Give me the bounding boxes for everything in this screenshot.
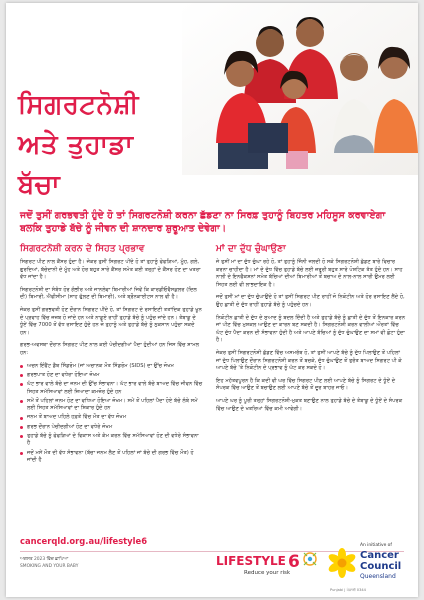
title-line-1: ਸਿਗਰਟਨੋਸ਼ੀ: [18, 90, 139, 120]
list-item: ਤੁਹਾਡੇ ਬੱਚੇ ਨੂੰ ਫੇਫੜਿਆਂ ਦੇ ਵਿਕਾਸ ਅਤੇ ਕੰਮ ਕਰਨ ਵਿੱਚ ਸਮੱਸਿਆਵਾਂ ਹੋਣ ਦੀ ਵਧੇਰੇ ਸੰਭਾਵਨਾ ਹੈ: [20, 433, 203, 448]
health-paragraph: ਗਰਭ-ਅਵਸਥਾ ਦੌਰਾਨ ਸਿਗਰਟ ਪੀਣ ਨਾਲ ਕਈ ਪੇਚੀਦਗੀਆਂ ਪੈਦਾ ਹੁੰਦੀਆਂ ਹਨ ਜਿਸ ਵਿੱਚ ਸ਼ਾਮਲ ਹਨ:: [20, 342, 200, 356]
title-line-2: ਅਤੇ ਤੁਹਾਡਾ: [18, 130, 134, 160]
list-item: ਸਮੇਂ ਤੋਂ ਪਹਿਲਾਂ ਜਨਮ ਹੋਣ ਦਾ ਵਧਿਆ ਹੋਇਆ ਜੋਖਮ। ਸਮੇਂ ਤੋਂ ਪਹਿਲਾਂ ਪੈਦਾ ਹੋਏ ਬੱਚੇ ਲੰਬੇ ਸਮੇਂ ਲਈ ਸਿਹਤ ਸਮੱਸਿਆਵਾਂ ਦਾ ਸ਼ਿਕਾਰ ਹੁੰਦੇ ਹਨ: [20, 398, 203, 413]
document-page: [6, 3, 418, 597]
cancer-word: Cancer: [360, 550, 399, 561]
list-item: ਗਰਭ ਦੌਰਾਨ ਪੇਚੀਦਗੀਆਂ ਹੋਣ ਦਾ ਵਧੇਰੇ ਜੋਖਮ: [20, 424, 203, 432]
lifestyle-word: LIFESTYLE: [216, 554, 286, 568]
website-link[interactable]: cancerqld.org.au/lifestyle6: [20, 536, 148, 546]
council-word: Council: [360, 561, 402, 572]
intro-text: ਜਦੋਂ ਤੁਸੀਂ ਗਰਭਵਤੀ ਹੁੰਦੇ ਹੋ ਤਾਂ ਸਿਗਰਟਨੋਸ਼ੀ ਕਰਨਾ ਛੱਡਣਾ ਨਾ ਸਿਰਫ਼ ਤੁਹਾਨੂੰ ਬਿਹਤਰ ਮਹਿਸੂਸ ਕਰਵਾਏਗਾ ਬਲਕਿ ਤੁਹਾਡੇ ਬੱਚੇ ਨੂੰ ਜੀਵਨ ਦੀ ਸ਼ਾਨਦਾਰ ਸ਼ੁਰੂਆਤ ਦੇਵੇਗਾ।: [20, 210, 386, 234]
breastfeeding-paragraph: ਇਹ ਮਹੱਤਵਪੂਰਨ ਹੈ ਕਿ ਕਦੀ ਵੀ ਘਰ ਵਿੱਚ ਸਿਗਰਟ ਪੀਣ ਲਈ ਆਪਣੇ ਬੱਚੇ ਨੂੰ ਸਿਗਰਟ ਦੇ ਧੂੰਏਂ ਦੇ ਸੰਪਰਕ ਵਿੱਚ ਆਉਣ ਤੋਂ ਬਚਾਉਣ ਲਈ ਆਪਣੇ ਬੱਚੇ ਤੋਂ ਦੂਰ ਬਾਹਰ ਜਾਓ।: [216, 377, 396, 392]
breastfeeding-paragraph: ਜਦੋਂ ਤੁਸੀਂ ਮਾਂ ਦਾ ਦੁੱਧ ਚੁੰਘਾਉਂਦੇ ਹੋ ਤਾਂ ਤੁਸੀਂ ਸਿਗਰਟ ਪੀਣ ਰਾਹੀਂ ਜੋ ਨਿਕੋਟੀਨ ਅਤੇ ਹੋਰ ਰਸਾਇਣ ਲੈਂਦੇ ਹੋ, ਉਹ ਛਾਤੀ ਦੇ ਦੁੱਧ ਰਾਹੀਂ ਤੁਹਾਡੇ ਬੱਚੇ ਨੂੰ ਪਹੁੰਚਦੇ ਹਨ।: [216, 294, 405, 308]
breastfeeding-section: [216, 243, 406, 418]
family-photo: [182, 3, 418, 175]
health-paragraph: ਸਿਗਰਟਨੋਸ਼ੀ ਦਾ ਸੰਬੰਧ ਹੋਰ ਗੰਭੀਰ ਅਤੇ ਜਾਨਲੇਵਾ ਬਿਮਾਰੀਆਂ ਜਿਵੇਂ ਕਿ ਕਾਰਡੀਓਵੈਸਕੁਲਰ (ਦਿਲ ਦੀ) ਬਿਮਾਰੀ, ਐਂਫੀਸੀਮਾ (ਸਾਹ ਫੁੱਲਣ ਦੀ ਬਿਮਾਰੀ), ਅਤੇ ਬ੍ਰੌਨਕਾਈਟਸ ਨਾਲ ਵੀ ਹੈ।: [20, 286, 197, 301]
initiative-label: An initiative of: [360, 543, 392, 548]
lifestyle-tagline: Reduce your risk: [244, 570, 291, 576]
breastfeeding-paragraph: ਜੇਕਰ ਤੁਸੀਂ ਸਿਗਰਟਨੋਸ਼ੀ ਛੱਡਣ ਵਿੱਚ ਅਸਮਰੱਥ ਹੋ, ਤਾਂ ਤੁਸੀਂ ਆਪਣੇ ਬੱਚੇ ਨੂੰ ਦੁੱਧ ਪਿਲਾਉਣ ਤੋਂ ਪਹਿਲਾਂ ਜਾਂ ਦੁੱਧ ਪਿਲਾਉਣ ਦੌਰਾਨ ਸਿਗਰਟਨੋਸ਼ੀ ਕਰਨ ਤੋਂ ਬਚਕੇ, ਦੁੱਧ ਚੁੰਘਾਉਣ ਤੋਂ ਤੁਰੰਤ ਬਾਅਦ ਸਿਗਰਟ ਪੀ ਕੇ ਆਪਣੇ ਬੱਚੇ 'ਤੇ ਨਿਕੋਟੀਨ ਦੇ ਪ੍ਰਭਾਵ ਨੂੰ ਘੱਟ ਕਰ ਸਕਦੇ ਹੋ।: [216, 349, 402, 372]
list-item: ਜਦੋਂ ਮਸੇਂ ਮੌਤ ਦੀ ਵੱਧ ਸੰਭਾਵਨਾ (ਬੱਚਾ ਜਨਮ ਲੈਣ ਤੋਂ ਪਹਿਲਾਂ ਜਾਂ ਬੱਚੇ ਦੀ ਗਰਭ ਵਿੱਚ ਮੌਤ) ਹੋ ਜਾਂਦੀ ਹੈ: [20, 450, 203, 465]
breastfeeding-paragraph: ਨਿਕੋਟੀਨ ਛਾਤੀ ਦੇ ਦੁੱਧ ਦੇ ਸੁਆਦ ਨੂੰ ਬਦਲ ਦਿੰਦੀ ਹੈ ਅਤੇ ਤੁਹਾਡੇ ਬੱਚੇ ਨੂੰ ਛਾਤੀ ਦੇ ਦੁੱਧ ਤੋਂ ਇਨਕਾਰ ਕਰਨ ਜਾਂ ਪੀਣ ਵਿੱਚ ਮੁਸ਼ਕਲ ਆਉਣ ਦਾ ਕਾਰਨ ਬਣ ਸਕਦੀ ਹੈ। ਸਿਗਰਟਨੋਸ਼ੀ ਕਰਨ ਵਾਲੀਆਂ ਔਰਤਾਂ ਵਿੱਚ ਘੱਟ ਦੁੱਧ ਪੈਦਾ ਕਰਨ ਦੀ ਸੰਭਾਵਨਾ ਹੁੰਦੀ ਹੈ ਅਤੇ ਆਪਣੇ ਬੱਚਿਆਂ ਨੂੰ ਦੁੱਧ ਚੁੰਘਾਉਣ ਦਾ ਸਮਾਂ ਵੀ ਛੋਟਾ ਹੁੰਦਾ ਹੈ।: [216, 314, 406, 344]
health-effects-section: [20, 243, 203, 470]
health-effects-heading: ਸਿਗਰਟਨੋਸ਼ੀ ਕਰਨ ਦੇ ਸਿਹਤ ਪ੍ਰਭਾਵ: [20, 243, 145, 254]
list-item: ਗਰਭਪਾਤ ਹੋਣ ਦਾ ਵਧੇਰਾ ਹੋਇਆ ਜੋਖਮ: [20, 372, 203, 380]
list-item: ਅਚਨ ਇੰਫੈਂਟ ਡੈਥ ਸਿੰਡਰੋਮ (ਜਾਂ ਅਚਾਨਕ ਮੌਤ ਸਿੰਡਰੋਮ (SIDS) ਦਾ ਉੱਚ ਜੋਖਮ: [20, 363, 203, 371]
breastfeeding-paragraph: ਆਪਣੇ ਘਰ ਨੂੰ ਪੂਰੀ ਤਰ੍ਹਾਂ ਸਿਗਰਟਨੋਸ਼ੀ-ਮੁਕਤ ਬਣਾਉਣ ਨਾਲ ਤੁਹਾਡੇ ਬੱਚੇ ਦੇ ਤੰਬਾਕੂ ਦੇ ਧੂੰਏਂ ਦੇ ਸੰਪਰਕ ਵਿੱਚ ਆਉਣ ਦੇ ਖਤਰਿਆਂ ਵਿੱਚ ਕਮੀ ਆਵੇਗੀ।: [216, 397, 403, 412]
document-reference: Punjabi | ਪੰਜਾਬੀ 0344: [330, 588, 366, 592]
daffodil-icon: [328, 548, 357, 578]
lifestyle-number: 6: [288, 552, 300, 572]
page-title: [18, 85, 208, 205]
topic-label: SMOKING AND YOUR BABY: [20, 564, 79, 569]
lifestyle6-logo: [214, 543, 324, 583]
list-item: ਜਨਮ ਤੋਂ ਬਾਅਦ ਪਹਿਲੇ ਹਫ਼ਤੇ ਵਿੱਚ ਮੌਤ ਦਾ ਵੱਧ ਜੋਖਮ: [20, 414, 203, 422]
complications-list: [20, 363, 203, 465]
cancer-council-logo: [328, 537, 416, 589]
list-item: ਘੱਟ ਭਾਰ ਵਾਲੇ ਬੱਚੇ ਦਾ ਜਨਮ ਦੀ ਉੱਚ ਸੰਭਾਵਨਾ। ਘੱਟ ਭਾਰ ਵਾਲੇ ਬੱਚੇ ਬਾਅਦ ਵਿੱਚ ਜੀਵਨ ਵਿੱਚ ਸਿਹਤ ਸਮੱਸਿਆਵਾਂ ਲਈ ਜ਼ਿਆਦਾ ਕਮਜ਼ੋਰ ਹੁੰਦੇ ਹਨ: [20, 381, 203, 396]
breastfeeding-heading: ਮਾਂ ਦਾ ਦੁੱਧ ਚੁੰਘਾਉਣਾ: [216, 243, 286, 254]
health-paragraph: ਸਿਗਰਟ ਪੀਣ ਨਾਲ ਕੈਂਸਰ ਹੁੰਦਾ ਹੈ। ਜੇਕਰ ਤੁਸੀਂ ਸਿਗਰਟ ਪੀਂਦੇ ਹੋ ਤਾਂ ਤੁਹਾਨੂੰ ਫੇਫੜਿਆਂ, ਮੂੰਹ, ਗਲੇ, ਗੁਰਦਿਆਂ, ਬੱਚੇਦਾਨੀ ਦੇ ਮੂੰਹ ਅਤੇ ਹੋਰ ਬਹੁਤ ਸਾਰੇ ਕੈਂਸਰ ਸਮੇਤ ਕਈ ਤਰ੍ਹਾਂ ਦੇ ਕੈਂਸਰ ਹੋਣ ਦਾ ਖਤਰਾ ਵੱਧ ਜਾਂਦਾ ਹੈ।: [20, 259, 201, 281]
print-date: ਅਗਸਤ 2023 ਵਿੱਚ ਛਾਪਿਆ: [20, 557, 69, 562]
state-word: Queensland: [360, 573, 396, 580]
breastfeeding-paragraph: ਜੇ ਤੁਸੀਂ ਮਾਂ ਦਾ ਦੁੱਧ ਚੁੰਘਾ ਰਹੇ ਹੋ, ਤਾਂ ਤੁਹਾਨੂੰ ਜਿੰਨੀ ਜਲਦੀ ਹੋ ਸਕੇ ਸਿਗਰਟਨੋਸ਼ੀ ਛੱਡਣ ਬਾਰੇ ਵਿਚਾਰ ਕਰਨਾ ਚਾਹੀਦਾ ਹੈ। ਮਾਂ ਦੇ ਦੁੱਧ ਵਿੱਚ ਤੁਹਾਡੇ ਬੱਚੇ ਲਈ ਜ਼ਰੂਰੀ ਬਹੁਤ ਸਾਰੇ ਪੋਸ਼ਟਿਕ ਤੱਤ ਹੁੰਦੇ ਹਨ। ਸਾਹ ਨਾਲੀ ਦੇ ਇਨਫੈਕਸ਼ਨਾਂ ਸਮੇਤ ਬੱਚਿਆਂ ਦੀਆਂ ਬਿਮਾਰੀਆਂ ਤੋਂ ਬਚਾਅ ਦੇ ਨਾਲ-ਨਾਲ ਸਾਰੀ ਉਮਰ ਲਈ ਸਿਹਤ ਲਈ ਵੀ ਲਾਭਦਾਇਕ ਹੈ।: [216, 259, 403, 288]
title-line-3: ਬੱਚਾ: [18, 170, 61, 200]
health-paragraph: ਜੇਕਰ ਤੁਸੀਂ ਗਰਭਵਤੀ ਹੋਣ ਦੌਰਾਨ ਸਿਗਰਟ ਪੀਂਦੇ ਹੋ, ਤਾਂ ਸਿਗਰਟ ਦੇ ਰਸਾਇਣੀ ਤਤਾਂਦਿਕ ਤੁਹਾਡੇ ਖੂਨ ਦੇ ਪ੍ਰਵਾਹ ਵਿੱਚ ਜਜ਼ਬ ਹੋ ਜਾਂਦੇ ਹਨ ਅਤੇ ਨਾੜੂਏ ਰਾਹੀਂ ਤੁਹਾਡੇ ਬੱਚੇ ਨੂੰ ਪਹੁੰਚ ਜਾਂਦੇ ਹਨ। ਤੰਬਾਕੂ ਦੇ ਧੂੰਏਂ ਵਿੱਚ 7000 ਤੋਂ ਵੱਧ ਰਸਾਇਣ ਹੁੰਦੇ ਹਨ ਜੋ ਤੁਹਾਨੂੰ ਅਤੇ ਤੁਹਾਡੇ ਬੱਚੇ ਨੂੰ ਨੁਕਸਾਨ ਪਹੁੰਚਾ ਸਕਦੇ ਹਨ।: [20, 306, 202, 336]
